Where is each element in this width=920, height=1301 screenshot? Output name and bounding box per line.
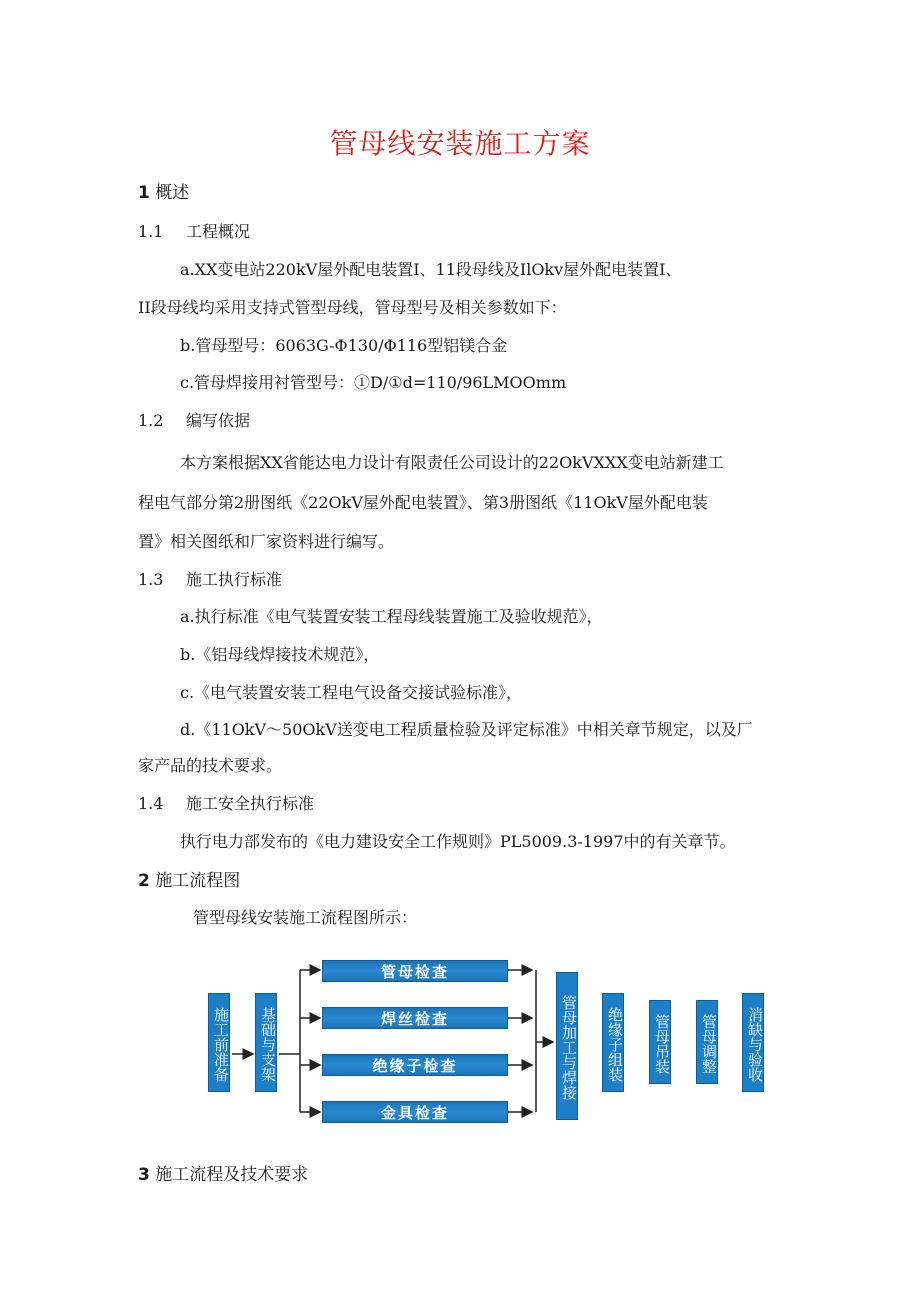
section-3-heading: 3 施工流程及技术要求 — [138, 1165, 309, 1185]
flow-step-foundation: 基础与支架 — [255, 993, 277, 1092]
section-2-heading: 2 施工流程图 — [138, 871, 241, 891]
flow-step-acceptance: 消缺与验收 — [742, 993, 764, 1092]
paragraph-1-2-line1: 本方案根据XX省能达电力设计有限责任公司设计的22OkVXXX变电站新建工 — [180, 453, 724, 472]
flow-step-hoist: 管母吊装 — [649, 1000, 671, 1084]
paragraph-1-3-a: a.执行标准《电气装置安装工程母线装置施工及验收规范》， — [180, 607, 603, 626]
paragraph-1-1-c: c.管母焊接用衬管型号：①D/①d=110/96LMOOmm — [180, 373, 567, 392]
flow-step-weld: 管母加工与焊接 — [556, 972, 578, 1120]
flow-check-busbar: 管母检查 — [322, 960, 508, 982]
flow-check-insulator: 绝缘子检查 — [322, 1054, 508, 1076]
subsection-1-4-heading: 1.4 施工安全执行标准 — [138, 794, 315, 813]
page-title: 管母线安装施工方案 — [329, 127, 591, 160]
section-2-intro: 管型母线安装施工流程图所示： — [193, 908, 418, 927]
section-1-heading: 1 概述 — [138, 183, 190, 203]
flow-check-wire: 焊丝检查 — [322, 1007, 508, 1029]
paragraph-1-3-d-line1: d.《11OkV～50OkV送变电工程质量检验及评定标准》中相关章节规定，以及厂 — [180, 720, 753, 739]
flow-step-adjust: 管母调整 — [696, 1000, 718, 1084]
subsection-1-3-heading: 1.3 施工执行标准 — [138, 570, 283, 589]
paragraph-1-3-c: c.《电气装置安装工程电气设备交接试验标准》， — [180, 683, 523, 702]
paragraph-1-2-line2: 程电气部分第2册图纸《22OkV屋外配电装置》、第3册图纸《11OkV屋外配电装 — [138, 493, 708, 512]
paragraph-1-1-a-line1: a.XX变电站220kV屋外配电装置I、11段母线及IlOkv屋外配电装置I、 — [180, 260, 682, 279]
flow-check-fittings: 金具检查 — [322, 1101, 508, 1123]
paragraph-1-3-b: b.《铝母线焊接技术规范》， — [180, 645, 380, 664]
paragraph-1-2-line3: 置》相关图纸和厂家资料进行编写。 — [138, 532, 395, 551]
paragraph-1-1-a-line2: II段母线均采用支持式管型母线，管母型号及相关参数如下： — [138, 298, 567, 317]
paragraph-1-3-d-line2: 家产品的技术要求。 — [138, 756, 283, 775]
subsection-1-2-heading: 1.2 编写依据 — [138, 411, 251, 430]
flow-step-prep: 施工前准备 — [208, 993, 230, 1092]
paragraph-1-4: 执行电力部发布的《电力建设安全工作规则》PL5009.3-1997中的有关章节。 — [180, 832, 736, 851]
subsection-1-1-heading: 1.1 工程概况 — [138, 222, 251, 241]
flow-step-insulator-assembly: 绝缘子组装 — [602, 993, 624, 1092]
paragraph-1-1-b: b.管母型号：6063G-Φ130/Φ116型铝镁合金 — [180, 336, 508, 355]
